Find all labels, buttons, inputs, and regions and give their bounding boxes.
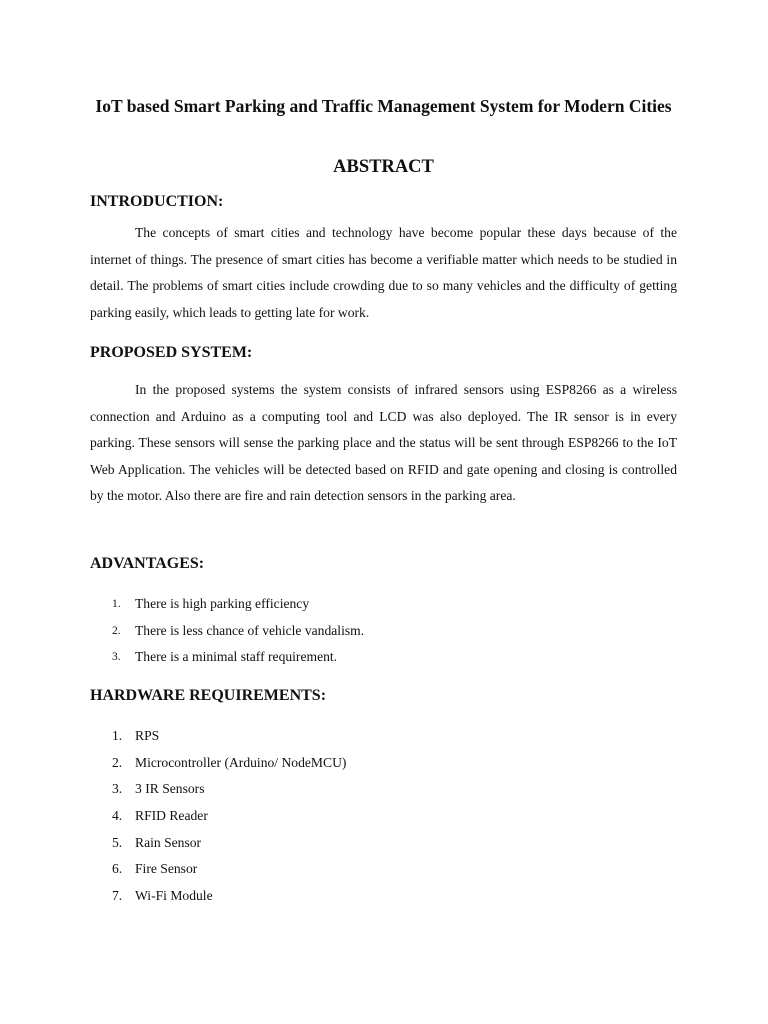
list-item-text: Rain Sensor — [135, 834, 202, 850]
list-item — [90, 591, 677, 618]
list-item-number: 2. — [112, 754, 123, 770]
abstract-heading: ABSTRACT — [333, 157, 434, 177]
hardware-requirements-heading: HARDWARE REQUIREMENTS: — [90, 687, 327, 704]
proposed-system-heading: PROPOSED SYSTEM: — [90, 344, 253, 361]
proposed-system-paragraph: In the proposed systems the system consists of infrared sensors using ESP8266 as a wireless connection and Arduino as a computing tool and LCD was also deployed. The IR sensor is in every parking. These sensors will sense the parking place and the status will be sent through ESP8266 to the IoT Web Application. The vehicles will be detected based on RFID and gate opening and closing is controlled by the motor. Also there are fire and rain detection sensors in the parking area. — [90, 382, 677, 503]
list-item — [90, 644, 677, 671]
list-item-number: 6. — [112, 861, 123, 877]
list-item-text: Microcontroller (Arduino/ NodeMCU) — [135, 754, 347, 770]
list-item-text: Fire Sensor — [135, 861, 198, 877]
document-title: IoT based Smart Parking and Traffic Management System for Modern Cities — [95, 96, 672, 116]
list-item-text: There is high parking efficiency — [135, 596, 310, 611]
document-page — [90, 0, 677, 1024]
list-item-number: 5. — [112, 834, 123, 850]
list-item — [90, 803, 677, 830]
list-item-number: 3. — [112, 781, 123, 797]
list-item-text: RFID Reader — [135, 808, 208, 824]
list-item-text: RPS — [135, 728, 160, 743]
list-item-number: 1. — [112, 728, 123, 743]
list-item-number: 2. — [112, 624, 121, 637]
list-item-text: There is less chance of vehicle vandalism. — [135, 622, 365, 638]
list-item — [90, 618, 677, 645]
list-item — [90, 723, 677, 750]
list-item — [90, 856, 677, 883]
introduction-heading: INTRODUCTION: — [90, 193, 224, 210]
list-item-number: 1. — [112, 598, 121, 610]
list-item-number: 3. — [112, 651, 121, 664]
list-item — [90, 776, 677, 803]
introduction-paragraph: The concepts of smart cities and technology have become popular these days because of the internet of things. The presence of smart cities has become a verifiable matter which needs to be studied in detail. The problems of smart cities include crowding due to so many vehicles and the difficulty of getting parking easily, which leads to getting late for work. — [90, 225, 677, 320]
list-item-text: 3 IR Sensors — [135, 781, 205, 797]
list-item-number: 4. — [112, 808, 123, 824]
list-item — [90, 830, 677, 857]
list-item-number: 7. — [112, 888, 123, 904]
list-item-text: Wi-Fi Module — [135, 888, 213, 904]
list-item — [90, 883, 677, 910]
list-item — [90, 750, 677, 777]
advantages-heading: ADVANTAGES: — [90, 555, 205, 572]
hardware-requirements-list — [90, 723, 677, 910]
advantages-list — [90, 591, 677, 671]
list-item-text: There is a minimal staff requirement. — [135, 649, 338, 665]
